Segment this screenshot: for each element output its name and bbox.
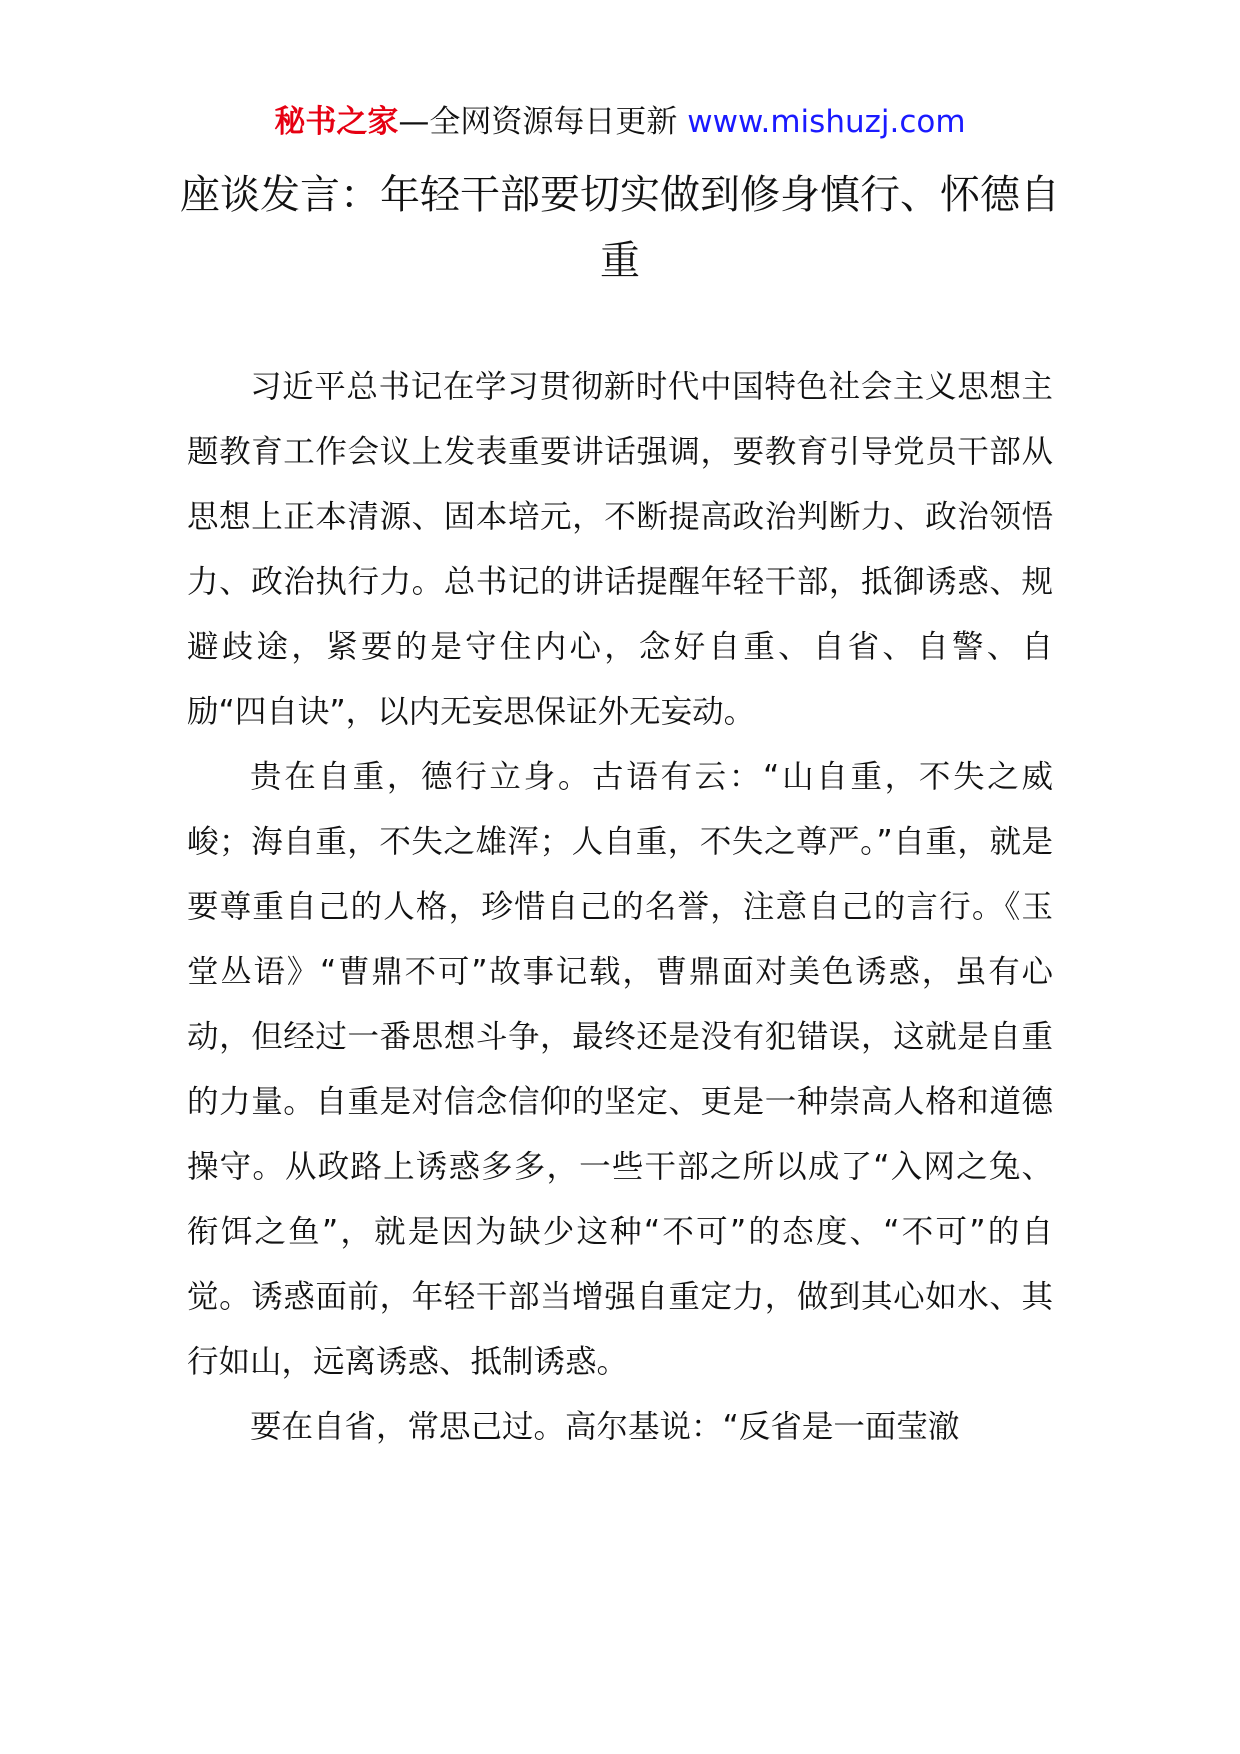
header-tagline: —全网资源每日更新 xyxy=(398,104,678,140)
paragraph: 要在自省，常思己过。高尔基说：“反省是一面莹澈 xyxy=(250,1409,960,1445)
site-url: www.mishuzj.com xyxy=(687,104,966,140)
brand-name: 秘书之家 xyxy=(274,104,399,140)
document-body xyxy=(187,355,1053,1460)
site-header xyxy=(0,98,1240,146)
paragraph: 贵在自重，德行立身。古语有云：“山自重，不失之威峻；海自重，不失之雄浑；人自重，不失之尊严。”自重，就是要尊重自己的人格，珍惜自己的名誉，注意自己的言行。《玉堂丛语》“曹鼎不可”故事记载，曹鼎面对美色诱惑，虽有心动，但经过一番思想斗争，最终还是没有犯错误，这就是自重的力量。自重是对信念信仰的坚定、更是一种崇高人格和道德操守。从政路上诱惑多多，一些干部之所以成了“入网之兔、衔饵之鱼”，就是因为缺少这种“不可”的态度、“不可”的自觉。诱惑面前，年轻干部当增强自重定力，做到其心如水、其行如山，远离诱惑、抵制诱惑。 xyxy=(187,759,1053,1380)
document-title: 座谈发言：年轻干部要切实做到修身慎行、怀德自重 xyxy=(180,172,1060,284)
paragraph: 习近平总书记在学习贯彻新时代中国特色社会主义思想主题教育工作会议上发表重要讲话强调，要教育引导党员干部从思想上正本清源、固本培元，不断提高政治判断力、政治领悟力、政治执行力。总书记的讲话提醒年轻干部，抵御诱惑、规避歧途，紧要的是守住内心，念好自重、自省、自警、自励“四自诀”，以内无妄思保证外无妄动。 xyxy=(187,369,1053,730)
